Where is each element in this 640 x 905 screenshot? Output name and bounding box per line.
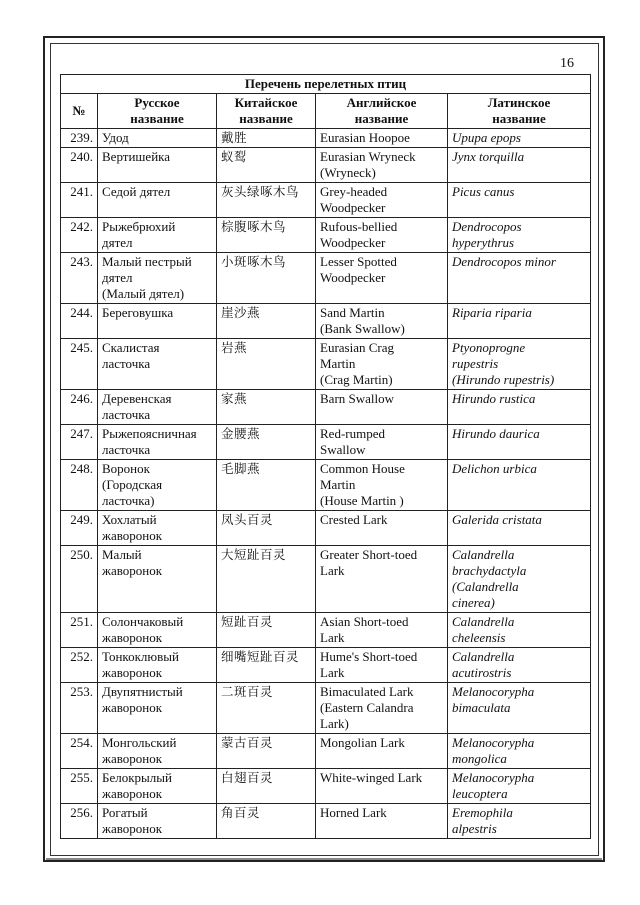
cell-text-line: Удод bbox=[102, 130, 129, 145]
latin-name-cell bbox=[448, 613, 591, 648]
cell-text-line: Crested Lark bbox=[320, 512, 388, 527]
cell-text-line: Седой дятел bbox=[102, 184, 171, 199]
table-row bbox=[61, 339, 591, 390]
latin-name-cell bbox=[448, 183, 591, 218]
table-row bbox=[61, 183, 591, 218]
cell-text-line: Mongolian Lark bbox=[320, 735, 405, 750]
cell-text-line: ласточка bbox=[102, 407, 151, 422]
cell-text-line: cheleensis bbox=[452, 630, 506, 645]
cell-text-line: дятел bbox=[102, 270, 133, 285]
cell-text-line: (Eastern Calandra bbox=[320, 700, 414, 715]
cell-text-line: 二斑百灵 bbox=[221, 684, 274, 699]
cell-text-line: hyperythrus bbox=[452, 235, 515, 250]
cell-text-line: Береговушка bbox=[102, 305, 174, 320]
row-number-cell: 246. bbox=[61, 390, 98, 425]
cell-text-line: (Wryneck) bbox=[320, 165, 376, 180]
cell-text-line: Lark bbox=[320, 665, 345, 680]
cell-text-line: 家燕 bbox=[221, 391, 248, 406]
cell-text-line: (Hirundo rupestris) bbox=[452, 372, 555, 387]
chinese-name-cell bbox=[217, 769, 316, 804]
chinese-name-cell bbox=[217, 648, 316, 683]
table-row bbox=[61, 304, 591, 339]
row-number-cell: 248. bbox=[61, 460, 98, 511]
cell-text-line: Common House bbox=[320, 461, 405, 476]
table-body bbox=[61, 129, 591, 839]
latin-name-cell bbox=[448, 339, 591, 390]
table-row bbox=[61, 148, 591, 183]
cell-text-line: Eurasian Wryneck bbox=[320, 149, 416, 164]
latin-name-cell bbox=[448, 390, 591, 425]
cell-text-line: ласточка bbox=[102, 356, 151, 371]
table-row bbox=[61, 683, 591, 734]
row-number-cell: 254. bbox=[61, 734, 98, 769]
cell-text-line: Sand Martin bbox=[320, 305, 385, 320]
cell-text-line: (Crag Martin) bbox=[320, 372, 393, 387]
table-header-row bbox=[61, 94, 591, 129]
russian-name-cell bbox=[98, 613, 217, 648]
cell-text-line: Тонкоклювый bbox=[102, 649, 179, 664]
russian-name-cell bbox=[98, 734, 217, 769]
cell-text-line: Рыжебрюхий bbox=[102, 219, 176, 234]
russian-name-cell bbox=[98, 648, 217, 683]
chinese-name-cell bbox=[217, 253, 316, 304]
russian-name-cell bbox=[98, 804, 217, 839]
english-name-cell bbox=[316, 613, 448, 648]
cell-text-line: Grey-headed bbox=[320, 184, 388, 199]
chinese-name-cell bbox=[217, 339, 316, 390]
chinese-name-cell bbox=[217, 734, 316, 769]
cell-text-line: Lark bbox=[320, 563, 345, 578]
chinese-name-cell bbox=[217, 804, 316, 839]
row-number-cell: 245. bbox=[61, 339, 98, 390]
cell-text-line: Woodpecker bbox=[320, 270, 386, 285]
header-english: Английское название bbox=[316, 94, 448, 129]
table-row bbox=[61, 769, 591, 804]
cell-text-line: Riparia riparia bbox=[452, 305, 532, 320]
table-title: Перечень перелетных птиц bbox=[61, 75, 591, 94]
cell-text-line: Calandrella bbox=[452, 614, 515, 629]
cell-text-line: Asian Short-toed bbox=[320, 614, 409, 629]
row-number-cell: 253. bbox=[61, 683, 98, 734]
cell-text-line: жаворонок bbox=[102, 700, 163, 715]
english-name-cell bbox=[316, 460, 448, 511]
cell-text-line: Melanocorypha bbox=[452, 735, 535, 750]
latin-name-cell bbox=[448, 734, 591, 769]
latin-name-cell bbox=[448, 546, 591, 613]
cell-text-line: жаворонок bbox=[102, 751, 163, 766]
row-number-cell: 239. bbox=[61, 129, 98, 148]
cell-text-line: Солончаковый bbox=[102, 614, 184, 629]
cell-text-line: Calandrella bbox=[452, 547, 515, 562]
cell-text-line: Hume's Short-toed bbox=[320, 649, 418, 664]
cell-text-line: Melanocorypha bbox=[452, 770, 535, 785]
cell-text-line: (Малый дятел) bbox=[102, 286, 185, 301]
cell-text-line: Ptyonoprogne bbox=[452, 340, 526, 355]
russian-name-cell bbox=[98, 460, 217, 511]
cell-text-line: Белокрылый bbox=[102, 770, 172, 785]
cell-text-line: 小斑啄木鸟 bbox=[221, 254, 287, 269]
cell-text-line: (Bank Swallow) bbox=[320, 321, 405, 336]
russian-name-cell bbox=[98, 183, 217, 218]
row-number-cell: 256. bbox=[61, 804, 98, 839]
english-name-cell bbox=[316, 648, 448, 683]
russian-name-cell bbox=[98, 148, 217, 183]
row-number-cell: 249. bbox=[61, 511, 98, 546]
row-number-cell: 252. bbox=[61, 648, 98, 683]
row-number-cell: 251. bbox=[61, 613, 98, 648]
chinese-name-cell bbox=[217, 129, 316, 148]
cell-text-line: жаворонок bbox=[102, 528, 163, 543]
row-number-cell: 242. bbox=[61, 218, 98, 253]
table-row bbox=[61, 460, 591, 511]
cell-text-line: 崖沙燕 bbox=[221, 305, 261, 320]
russian-name-cell bbox=[98, 304, 217, 339]
cell-text-line: Hirundo daurica bbox=[452, 426, 540, 441]
chinese-name-cell bbox=[217, 183, 316, 218]
english-name-cell bbox=[316, 253, 448, 304]
header-chinese: Китайское название bbox=[217, 94, 316, 129]
english-name-cell bbox=[316, 390, 448, 425]
cell-text-line: 短趾百灵 bbox=[221, 614, 274, 629]
cell-text-line: Малый пестрый bbox=[102, 254, 192, 269]
table-row bbox=[61, 511, 591, 546]
english-name-cell bbox=[316, 546, 448, 613]
cell-text-line: 凤头百灵 bbox=[221, 512, 274, 527]
table-row bbox=[61, 390, 591, 425]
russian-name-cell bbox=[98, 683, 217, 734]
cell-text-line: 白翅百灵 bbox=[221, 770, 274, 785]
cell-text-line: Delichon urbica bbox=[452, 461, 537, 476]
cell-text-line: Picus canus bbox=[452, 184, 515, 199]
cell-text-line: Малый bbox=[102, 547, 142, 562]
chinese-name-cell bbox=[217, 511, 316, 546]
cell-text-line: Lark bbox=[320, 630, 345, 645]
cell-text-line: Деревенская bbox=[102, 391, 172, 406]
cell-text-line: 灰头绿啄木鸟 bbox=[221, 184, 300, 199]
cell-text-line: alpestris bbox=[452, 821, 497, 836]
cell-text-line: Melanocorypha bbox=[452, 684, 535, 699]
cell-text-line: Horned Lark bbox=[320, 805, 387, 820]
cell-text-line: Eurasian Crag bbox=[320, 340, 395, 355]
english-name-cell bbox=[316, 218, 448, 253]
english-name-cell bbox=[316, 769, 448, 804]
latin-name-cell bbox=[448, 804, 591, 839]
row-number-cell: 240. bbox=[61, 148, 98, 183]
latin-name-cell bbox=[448, 253, 591, 304]
russian-name-cell bbox=[98, 253, 217, 304]
cell-text-line: жаворонок bbox=[102, 665, 163, 680]
cell-text-line: 角百灵 bbox=[221, 805, 261, 820]
cell-text-line: Хохлатый bbox=[102, 512, 157, 527]
cell-text-line: Hirundo rustica bbox=[452, 391, 536, 406]
cell-text-line: Red-rumped bbox=[320, 426, 385, 441]
header-number: № bbox=[61, 94, 98, 129]
cell-text-line: Martin bbox=[320, 356, 356, 371]
latin-name-cell bbox=[448, 129, 591, 148]
chinese-name-cell bbox=[217, 390, 316, 425]
cell-text-line: жаворонок bbox=[102, 630, 163, 645]
row-number-cell: 241. bbox=[61, 183, 98, 218]
table-row bbox=[61, 129, 591, 148]
chinese-name-cell bbox=[217, 683, 316, 734]
latin-name-cell bbox=[448, 683, 591, 734]
cell-text-line: (Городская bbox=[102, 477, 163, 492]
cell-text-line: 蚁䴕 bbox=[221, 149, 248, 164]
row-number-cell: 244. bbox=[61, 304, 98, 339]
russian-name-cell bbox=[98, 390, 217, 425]
cell-text-line: Greater Short-toed bbox=[320, 547, 418, 562]
cell-text-line: дятел bbox=[102, 235, 133, 250]
russian-name-cell bbox=[98, 546, 217, 613]
row-number-cell: 243. bbox=[61, 253, 98, 304]
chinese-name-cell bbox=[217, 304, 316, 339]
cell-text-line: Dendrocopos bbox=[452, 219, 522, 234]
cell-text-line: Barn Swallow bbox=[320, 391, 395, 406]
table-row bbox=[61, 648, 591, 683]
row-number-cell: 255. bbox=[61, 769, 98, 804]
latin-name-cell bbox=[448, 218, 591, 253]
english-name-cell bbox=[316, 804, 448, 839]
latin-name-cell bbox=[448, 460, 591, 511]
cell-text-line: Рыжепоясничная bbox=[102, 426, 197, 441]
table-row bbox=[61, 804, 591, 839]
chinese-name-cell bbox=[217, 148, 316, 183]
cell-text-line: Lesser Spotted bbox=[320, 254, 397, 269]
cell-text-line: ласточка bbox=[102, 442, 151, 457]
russian-name-cell bbox=[98, 129, 217, 148]
cell-text-line: White-winged Lark bbox=[320, 770, 423, 785]
latin-name-cell bbox=[448, 425, 591, 460]
cell-text-line: жаворонок bbox=[102, 786, 163, 801]
cell-text-line: rupestris bbox=[452, 356, 499, 371]
header-latin: Латинское название bbox=[448, 94, 591, 129]
cell-text-line: Galerida cristata bbox=[452, 512, 542, 527]
row-number-cell: 250. bbox=[61, 546, 98, 613]
cell-text-line: Calandrella bbox=[452, 649, 515, 664]
cell-text-line: (Calandrella bbox=[452, 579, 519, 594]
cell-text-line: ласточка) bbox=[102, 493, 155, 508]
cell-text-line: 金腰燕 bbox=[221, 426, 261, 441]
chinese-name-cell bbox=[217, 425, 316, 460]
chinese-name-cell bbox=[217, 218, 316, 253]
cell-text-line: 岩燕 bbox=[221, 340, 248, 355]
cell-text-line: 棕腹啄木鸟 bbox=[221, 219, 287, 234]
english-name-cell bbox=[316, 148, 448, 183]
cell-text-line: Скалистая bbox=[102, 340, 160, 355]
russian-name-cell bbox=[98, 769, 217, 804]
latin-name-cell bbox=[448, 769, 591, 804]
cell-text-line: brachydactyla bbox=[452, 563, 527, 578]
cell-text-line: 蒙古百灵 bbox=[221, 735, 274, 750]
cell-text-line: Upupa epops bbox=[452, 130, 521, 145]
latin-name-cell bbox=[448, 304, 591, 339]
cell-text-line: mongolica bbox=[452, 751, 507, 766]
english-name-cell bbox=[316, 511, 448, 546]
table-row bbox=[61, 425, 591, 460]
cell-text-line: leucoptera bbox=[452, 786, 508, 801]
cell-text-line: Воронок bbox=[102, 461, 150, 476]
english-name-cell bbox=[316, 304, 448, 339]
english-name-cell bbox=[316, 339, 448, 390]
cell-text-line: Eremophila bbox=[452, 805, 513, 820]
english-name-cell bbox=[316, 734, 448, 769]
header-russian: Русское название bbox=[98, 94, 217, 129]
cell-text-line: bimaculata bbox=[452, 700, 511, 715]
english-name-cell bbox=[316, 425, 448, 460]
english-name-cell bbox=[316, 683, 448, 734]
row-number-cell: 247. bbox=[61, 425, 98, 460]
cell-text-line: жаворонок bbox=[102, 563, 163, 578]
cell-text-line: жаворонок bbox=[102, 821, 163, 836]
cell-text-line: Woodpecker bbox=[320, 200, 386, 215]
cell-text-line: cinerea) bbox=[452, 595, 495, 610]
cell-text-line: Dendrocopos minor bbox=[452, 254, 556, 269]
table-row bbox=[61, 734, 591, 769]
russian-name-cell bbox=[98, 218, 217, 253]
page-bottom-edge bbox=[46, 858, 602, 860]
table-row bbox=[61, 613, 591, 648]
cell-text-line: Eurasian Hoopoe bbox=[320, 130, 410, 145]
cell-text-line: 细嘴短趾百灵 bbox=[221, 649, 300, 664]
cell-text-line: Rufous-bellied bbox=[320, 219, 398, 234]
cell-text-line: Двупятнистый bbox=[102, 684, 183, 699]
russian-name-cell bbox=[98, 339, 217, 390]
cell-text-line: Монгольский bbox=[102, 735, 177, 750]
cell-text-line: Вертишейка bbox=[102, 149, 171, 164]
russian-name-cell bbox=[98, 425, 217, 460]
chinese-name-cell bbox=[217, 460, 316, 511]
english-name-cell bbox=[316, 183, 448, 218]
cell-text-line: Bimaculated Lark bbox=[320, 684, 414, 699]
table-title-row bbox=[61, 75, 591, 94]
page-number: 16 bbox=[560, 56, 574, 71]
cell-text-line: 戴胜 bbox=[221, 130, 248, 145]
cell-text-line: 大短趾百灵 bbox=[221, 547, 287, 562]
cell-text-line: 毛脚燕 bbox=[221, 461, 261, 476]
cell-text-line: Woodpecker bbox=[320, 235, 386, 250]
cell-text-line: Swallow bbox=[320, 442, 366, 457]
latin-name-cell bbox=[448, 511, 591, 546]
migratory-birds-table bbox=[60, 74, 591, 839]
cell-text-line: (House Martin ) bbox=[320, 493, 404, 508]
table-row bbox=[61, 253, 591, 304]
chinese-name-cell bbox=[217, 546, 316, 613]
english-name-cell bbox=[316, 129, 448, 148]
cell-text-line: Рогатый bbox=[102, 805, 148, 820]
cell-text-line: acutirostris bbox=[452, 665, 512, 680]
cell-text-line: Jynx torquilla bbox=[452, 149, 525, 164]
cell-text-line: Martin bbox=[320, 477, 356, 492]
latin-name-cell bbox=[448, 648, 591, 683]
table-row bbox=[61, 546, 591, 613]
chinese-name-cell bbox=[217, 613, 316, 648]
russian-name-cell bbox=[98, 511, 217, 546]
cell-text-line: Lark) bbox=[320, 716, 349, 731]
latin-name-cell bbox=[448, 148, 591, 183]
table-row bbox=[61, 218, 591, 253]
